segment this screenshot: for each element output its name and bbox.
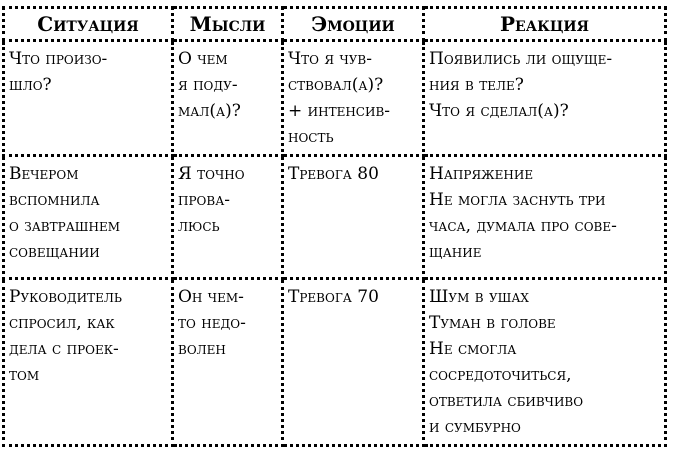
cell-line: Что произо- xyxy=(9,49,108,69)
cell-line: Что я сделал(а)? xyxy=(429,101,569,121)
cell-line: я поду- xyxy=(178,75,238,95)
header-thoughts: Мысли xyxy=(173,8,283,41)
cell-line: дела с проек- xyxy=(9,339,119,359)
cell-line: Тревога 70 xyxy=(288,287,379,307)
cbt-diary-table xyxy=(2,6,667,447)
cell-situation xyxy=(4,41,173,156)
cell-line: Напряжение xyxy=(429,164,534,184)
cell-line: ния в теле? xyxy=(429,75,524,95)
cell-line: Шум в ушах xyxy=(429,287,529,307)
cell-line: спросил, как xyxy=(9,313,115,333)
cell-line: Он чем- xyxy=(178,287,244,307)
cell-line: Не смогла xyxy=(429,339,517,359)
cell-line: Туман в голове xyxy=(429,313,556,333)
cell-emotions xyxy=(283,156,424,279)
cell-line: Не могла заснуть три xyxy=(429,190,606,210)
cell-reaction xyxy=(424,41,666,156)
cell-line: вспомнила xyxy=(9,190,100,210)
header-situation: Ситуация xyxy=(4,8,173,41)
cell-line: ствовал(а)? xyxy=(288,75,384,95)
cell-line: Вечером xyxy=(9,164,79,184)
cell-line: ность xyxy=(288,127,334,147)
cell-thoughts xyxy=(173,279,283,446)
cell-emotions xyxy=(283,279,424,446)
header-reaction: Реакция xyxy=(424,8,666,41)
cell-reaction xyxy=(424,279,666,446)
table-row xyxy=(4,156,666,279)
cell-line: Руководитель xyxy=(9,287,122,307)
cell-line: люсь xyxy=(178,216,220,236)
cell-thoughts xyxy=(173,41,283,156)
header-row xyxy=(4,8,666,41)
cell-line: часа, думала про сове- xyxy=(429,216,617,236)
cell-emotions xyxy=(283,41,424,156)
cell-line: щание xyxy=(429,242,482,262)
cell-line: том xyxy=(9,365,40,385)
cell-line: + интенсив- xyxy=(288,101,391,121)
cell-line: ответила сбивчиво xyxy=(429,391,584,411)
cell-line: шло? xyxy=(9,75,52,95)
cell-line: то недо- xyxy=(178,313,246,333)
cell-line: совещании xyxy=(9,242,100,262)
cell-line: О чем xyxy=(178,49,228,69)
cell-line: о завтрашнем xyxy=(9,216,120,236)
cell-line: волен xyxy=(178,339,226,359)
cell-line: сосредоточиться, xyxy=(429,365,572,385)
cell-line: Что я чув- xyxy=(288,49,372,69)
cell-line: мал(а)? xyxy=(178,101,241,121)
cell-thoughts xyxy=(173,156,283,279)
table-row xyxy=(4,279,666,446)
header-emotions: Эмоции xyxy=(283,8,424,41)
cell-line: Появились ли ощуще- xyxy=(429,49,613,69)
page-content xyxy=(2,6,667,447)
cell-line: Тревога 80 xyxy=(288,164,379,184)
cell-situation xyxy=(4,156,173,279)
cell-line: прова- xyxy=(178,190,231,210)
cell-line: Я точно xyxy=(178,164,245,184)
cell-reaction xyxy=(424,156,666,279)
cell-situation xyxy=(4,279,173,446)
table-row xyxy=(4,41,666,156)
cell-line: и сумбурно xyxy=(429,417,521,437)
